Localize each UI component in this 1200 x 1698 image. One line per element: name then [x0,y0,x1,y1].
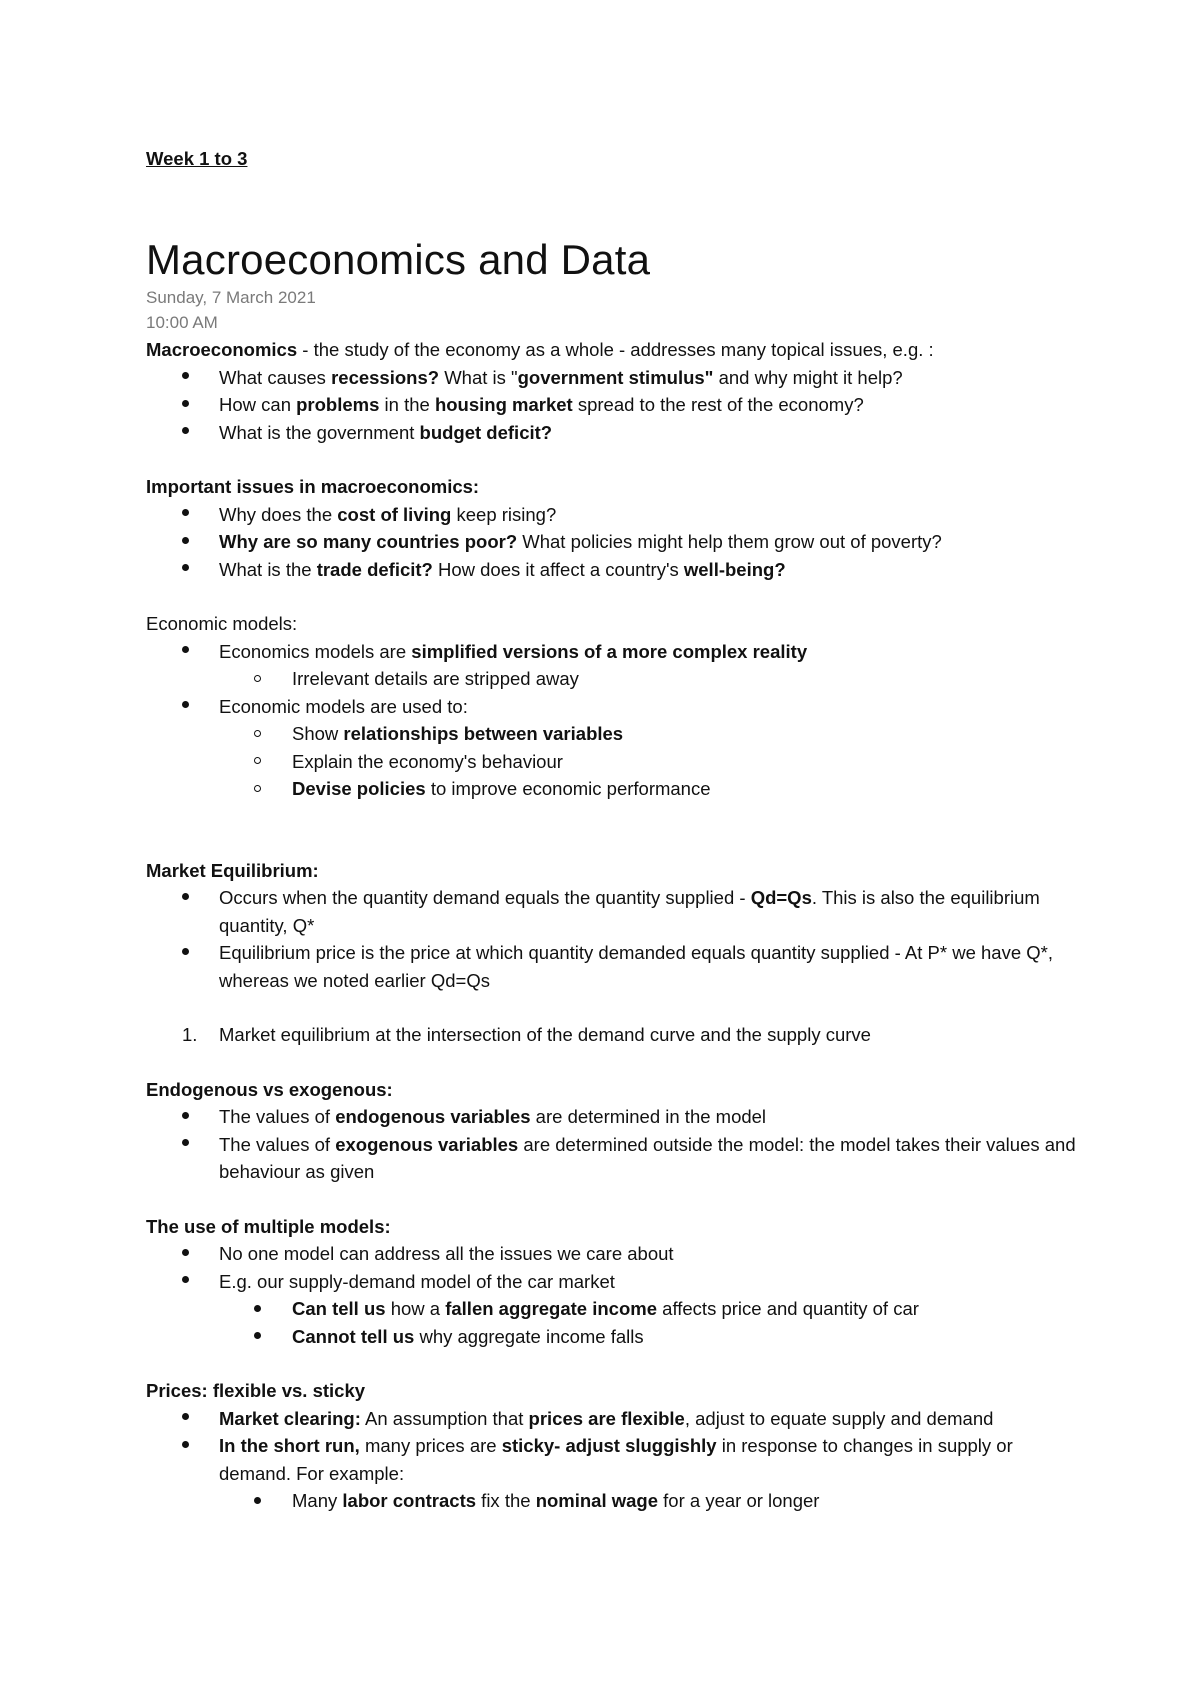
bold-run: exogenous variables [335,1133,519,1155]
bold-run: simplified versions of a more complex reality [411,640,808,662]
list-item [146,528,1086,556]
text-run: Economics models are [219,640,412,662]
sub-list-item [146,720,1086,748]
item-text [219,887,1040,936]
text-run: Many [292,1490,343,1511]
bullet-icon [182,939,189,967]
models-sublist-2 [146,720,1086,803]
endo-list [146,1103,1086,1186]
bold-run: Qd=Qs [750,887,812,908]
text-run: What is the government [219,421,420,443]
sub-list-item [146,1295,1086,1323]
item-text [219,531,942,552]
list-item [146,419,1086,447]
item-text [219,1408,993,1429]
models-list [146,638,1086,666]
bullet-icon [182,1103,189,1131]
sub-list-item [146,748,1086,776]
bold-run: Cannot tell us [292,1325,415,1347]
bullet-icon [182,391,189,419]
bullet-icon [182,501,189,529]
circle-bullet-icon [254,748,261,776]
bold-run: Market clearing: [219,1407,361,1429]
item-text [292,751,563,772]
list-item [146,1131,1086,1186]
section-heading-prices: Prices: flexible vs. sticky [146,1380,366,1401]
sub-list-item [146,1323,1086,1351]
list-item [146,939,1086,994]
text-run: How does it affect a country's [432,558,684,580]
text-run: , adjust to equate supply and demand [684,1407,994,1429]
bullet-icon [254,1487,261,1515]
bold-run: recessions? [331,366,440,388]
equilibrium-list [146,884,1086,994]
text-run: How can [219,394,297,415]
multi-sublist [146,1295,1086,1350]
list-item: E.g. our supply-demand model of the car market [146,1268,1086,1296]
list-item [146,1405,1086,1433]
text-run: affects price and quantity of car [657,1298,919,1319]
bullet-icon [254,1295,261,1323]
text-run: An assumption that [360,1407,529,1429]
bullet-icon [182,1405,189,1433]
text-run: What causes [219,366,332,388]
text-run: how a [385,1298,446,1319]
text-run: The values of [219,1133,336,1155]
circle-bullet-icon [254,775,261,803]
bold-run: trade deficit? [316,558,433,580]
page-time: 10:00 AM [146,313,218,332]
circle-bullet-icon [254,720,261,748]
bold-run: budget deficit? [419,421,553,443]
item-text [219,394,864,415]
item-text [219,559,786,580]
bold-run: housing market [434,394,573,415]
numbered-item: 1. Market equilibrium at the intersection of the demand curve and the supply curve [182,1024,871,1045]
text-run: and why might it help? [713,366,903,388]
item-text [292,1490,819,1511]
circle-bullet-icon [254,665,261,693]
item-text [292,778,711,799]
sub-list-item [146,775,1086,803]
section-heading-equilibrium: Market Equilibrium: [146,859,319,881]
text-run: Why does the [219,503,338,525]
bold-run: fallen aggregate income [445,1298,658,1319]
bold-run: Why are so many countries poor? [219,531,518,552]
bullet-icon [182,638,189,666]
bold-run: sticky- adjust sluggishly [501,1435,717,1456]
item-text [219,422,552,443]
list-item [146,501,1086,529]
text-run: are determined in the model [530,1106,767,1127]
bullet-icon [182,1240,189,1268]
bold-run: Can tell us [292,1298,386,1319]
intro-list [146,364,1086,447]
text-run: to improve economic performance [425,778,711,799]
list-item [146,884,1086,939]
list-item: Economic models are used to: [146,693,1086,721]
text-run: keep rising? [451,503,557,525]
note-body [146,336,1086,1515]
text-run: spread to the rest of the economy? [572,394,864,415]
bold-run: In the short run, [219,1435,360,1456]
item-text [219,504,556,525]
bold-run: nominal wage [535,1490,659,1511]
list-item: No one model can address all the issues we care about [146,1240,1086,1268]
models-list-2 [146,693,1086,721]
bullet-icon [182,528,189,556]
text-run: Occurs when the quantity demand equals the quantity supplied - [219,887,751,908]
bold-run: government stimulus" [517,366,714,388]
list-item [146,556,1086,584]
bullet-icon [182,884,189,912]
bullet-icon [254,1323,261,1351]
section-heading-models: Economic models: [146,613,298,634]
bold-run: relationships between variables [343,723,624,744]
text-run: many prices are [359,1435,502,1456]
intro-term: Macroeconomics [146,339,298,360]
section-heading-endogenous: Endogenous vs exogenous: [146,1078,393,1100]
bullet-icon [182,556,189,584]
list-item [146,364,1086,392]
bullet-icon [182,1432,189,1460]
bold-run: prices are flexible [528,1407,685,1429]
bold-run: endogenous variables [335,1106,531,1127]
bold-run: well-being? [683,558,786,580]
models-sublist-1 [146,665,1086,693]
text-run: . This is also the equilibrium quantity, Q* [219,887,1040,936]
bullet-icon [182,693,189,721]
bullet-icon [182,1131,189,1159]
text-run: What is the [219,558,317,580]
bullet-icon [182,1268,189,1296]
text-run: Explain the economy's behaviour [292,750,563,772]
item-text [219,1106,766,1127]
list-item [146,1103,1086,1131]
bullet-icon [182,419,189,447]
text-run: What policies might help them grow out of poverty? [517,531,942,552]
item-text [219,1435,1013,1484]
prices-list [146,1405,1086,1488]
item-text [292,723,623,744]
intro-text: - the study of the economy as a whole - addresses many topical issues, e.g. : [297,339,934,360]
text-run: fix the [476,1490,536,1511]
text-run: why aggregate income falls [414,1325,644,1347]
text-run: for a year or longer [658,1490,820,1511]
text-run: Show [292,723,344,744]
page-title: Macroeconomics and Data [146,236,651,283]
bold-run: cost of living [337,503,452,525]
list-item [146,391,1086,419]
item-text [219,367,903,388]
text-run: in the [379,394,435,415]
sub-list-item [146,1487,1086,1515]
item-text [219,942,1053,991]
bullet-icon [182,364,189,392]
sub-list-item: Irrelevant details are stripped away [146,665,1086,693]
equilibrium-numbered-list [146,1021,1086,1049]
multi-list [146,1240,1086,1295]
prices-sublist [146,1487,1086,1515]
intro-paragraph [146,336,1086,364]
item-text [292,1326,644,1347]
item-text [292,1298,919,1319]
text-run: What is " [439,366,518,388]
text-run: in response to changes in supply or demand. For example: [219,1435,1013,1484]
section-heading-multiple-models: The use of multiple models: [146,1215,391,1237]
bold-run: labor contracts [342,1490,477,1511]
text-run: Equilibrium price is the price at which quantity demanded equals quantity supplied - At P* we have Q*, whereas we noted earlier Qd=Qs [219,942,1053,991]
bold-run: Devise policies [292,778,426,799]
text-run: are determined outside the model: the model takes their values and behaviour as given [219,1133,1076,1182]
bold-run: problems [296,394,380,415]
page-date: Sunday, 7 March 2021 [146,288,316,307]
list-item [146,638,1086,666]
text-run: The values of [219,1106,336,1127]
section-heading-important: Important issues in macroeconomics: [146,476,480,497]
item-text [219,1134,1076,1183]
important-list [146,501,1086,584]
item-text [219,641,807,662]
week-label: Week 1 to 3 [146,148,248,169]
list-item [146,1432,1086,1487]
